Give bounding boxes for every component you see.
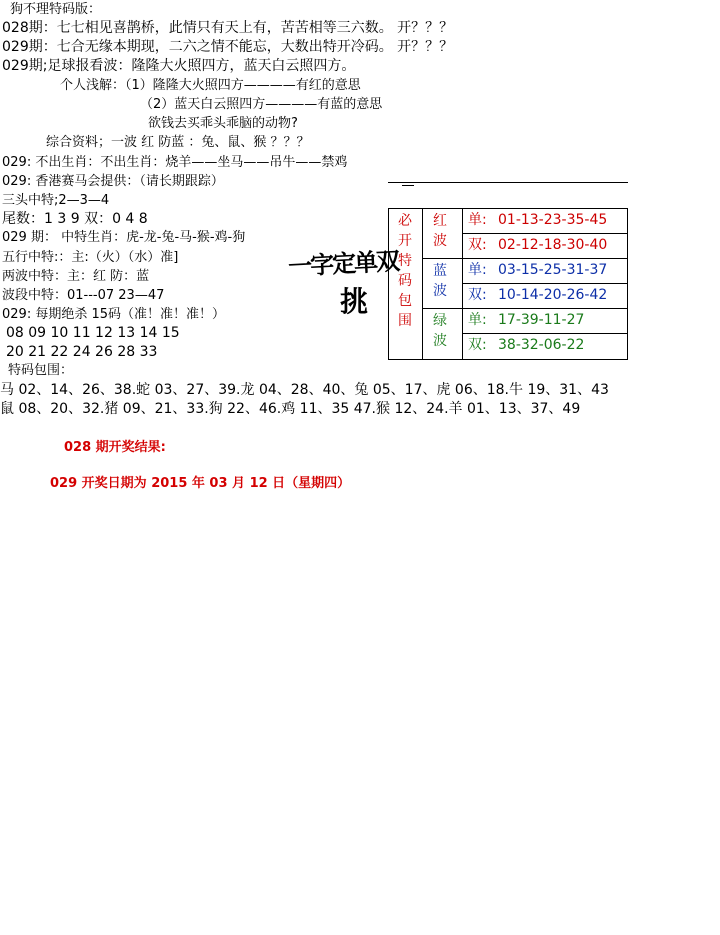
- three-head-line: 三头中特;2—3—4: [2, 193, 110, 208]
- zodiac-numbers-row-1: 马 02、14、26、38.蛇 03、27、39.龙 04、28、40、兔 05、17、虎 06、18.牛 19、31、43: [0, 382, 609, 398]
- table-tick-mark: [402, 185, 414, 186]
- table-divider-side: [422, 208, 423, 360]
- five-elements-line: 五行中特:：主:（火）（水）准]: [2, 250, 179, 265]
- line-028-riddle: 028期：七七相见喜鹊桥，此情只有天上有，苦苦相等三六数。 开？？？: [2, 20, 454, 36]
- wave-row-label: 双:: [468, 287, 487, 303]
- table-rule-group-2: [422, 308, 628, 309]
- zodiac-numbers-row-2: 鼠 08、20、32.猪 09、21、33.狗 22、46.鸡 11、35 47.猴 12、24.羊 01、13、37、49: [0, 401, 581, 417]
- side-label-char: 围: [398, 313, 412, 329]
- two-wave-line: 两波中特：主：红 防：蓝: [2, 269, 150, 284]
- hk-jockey-line: 029: 香港赛马会提供：（请长期跟踪）: [2, 174, 224, 189]
- brush-text-pick: 挑: [340, 285, 369, 318]
- line-029-riddle: 029期：七合无缘本期现，二六之情不能忘，大数出特开冷码。 开？？？: [2, 39, 454, 55]
- color-wave-table: [388, 182, 628, 362]
- side-label-char: 特: [398, 253, 412, 269]
- wave-row-numbers: 38-32-06-22: [498, 337, 585, 353]
- wave-group-name-char: 波: [433, 283, 447, 299]
- line-029-football: 029期;足球报看波：隆隆大火照四方，蓝天白云照四方。: [2, 58, 356, 74]
- wave-row-numbers: 03-15-25-31-37: [498, 262, 608, 278]
- wave-row-numbers: 01-13-23-35-45: [498, 212, 608, 228]
- table-top-rule: [388, 182, 628, 183]
- wave-group-name-char: 波: [433, 333, 447, 349]
- side-label-char: 开: [398, 233, 412, 249]
- wave-group-name-char: 蓝: [433, 263, 447, 279]
- page-header: 狗不理特码版：: [10, 2, 102, 17]
- summary-line: 综合资料；一波 红 防蓝 ：兔、鼠、猴 ？？？: [46, 135, 310, 150]
- result-date-line: 029 开奖日期为 2015 年 03 月 12 日（星期四）: [50, 476, 351, 491]
- wave-row-label: 单:: [468, 212, 487, 228]
- zodiac-out-line: 029: 不出生肖：不出生肖：烧羊——坐马——吊牛——禁鸡: [2, 155, 348, 170]
- kill-numbers-row-2: 20 21 22 24 26 28 33: [6, 344, 158, 360]
- table-rule-row-2: [462, 283, 628, 284]
- wave-row-numbers: 02-12-18-30-40: [498, 237, 608, 253]
- personal-note-2: （2）蓝天白云照四方————有蓝的意思: [140, 97, 383, 112]
- animal-question: 欲钱去买乖头乖脑的动物?: [148, 116, 298, 131]
- tema-title: 特码包围：: [8, 363, 74, 378]
- side-label-char: 码: [398, 273, 412, 289]
- wave-group-name-char: 红: [433, 213, 447, 229]
- brush-text-odd-even: 一字定单双: [287, 246, 399, 281]
- kill-numbers-row-1: 08 09 10 11 12 13 14 15: [6, 325, 180, 341]
- result-028-label: 028 期开奖结果:: [64, 440, 166, 455]
- table-rule-row-1: [462, 233, 628, 234]
- table-divider-group: [462, 208, 463, 360]
- zodiac-mid-line: 029 期： 中特生肖：虎-龙-兔-马-猴-鸡-狗: [2, 230, 246, 245]
- wave-row-label: 单:: [468, 262, 487, 278]
- wave-row-numbers: 17-39-11-27: [498, 312, 585, 328]
- wave-row-label: 双:: [468, 337, 487, 353]
- kill-numbers-line: 029: 每期绝杀 15码（准！准！准！）: [2, 307, 225, 322]
- wave-group-name-char: 波: [433, 233, 447, 249]
- wave-segment-line: 波段中特：01---07 23—47: [2, 288, 165, 303]
- tail-numbers-line: 尾数：1 3 9 双：0 4 8: [2, 211, 148, 227]
- wave-row-numbers: 10-14-20-26-42: [498, 287, 608, 303]
- personal-note-1: 个人浅解：（1）隆隆大火照四方————有红的意思: [60, 78, 361, 93]
- wave-group-name-char: 绿: [433, 313, 447, 329]
- side-label-char: 必: [398, 213, 412, 229]
- table-rule-row-3: [462, 333, 628, 334]
- wave-row-label: 单:: [468, 312, 487, 328]
- side-label-char: 包: [398, 293, 412, 309]
- wave-row-label: 双:: [468, 237, 487, 253]
- table-rule-group-1: [422, 258, 628, 259]
